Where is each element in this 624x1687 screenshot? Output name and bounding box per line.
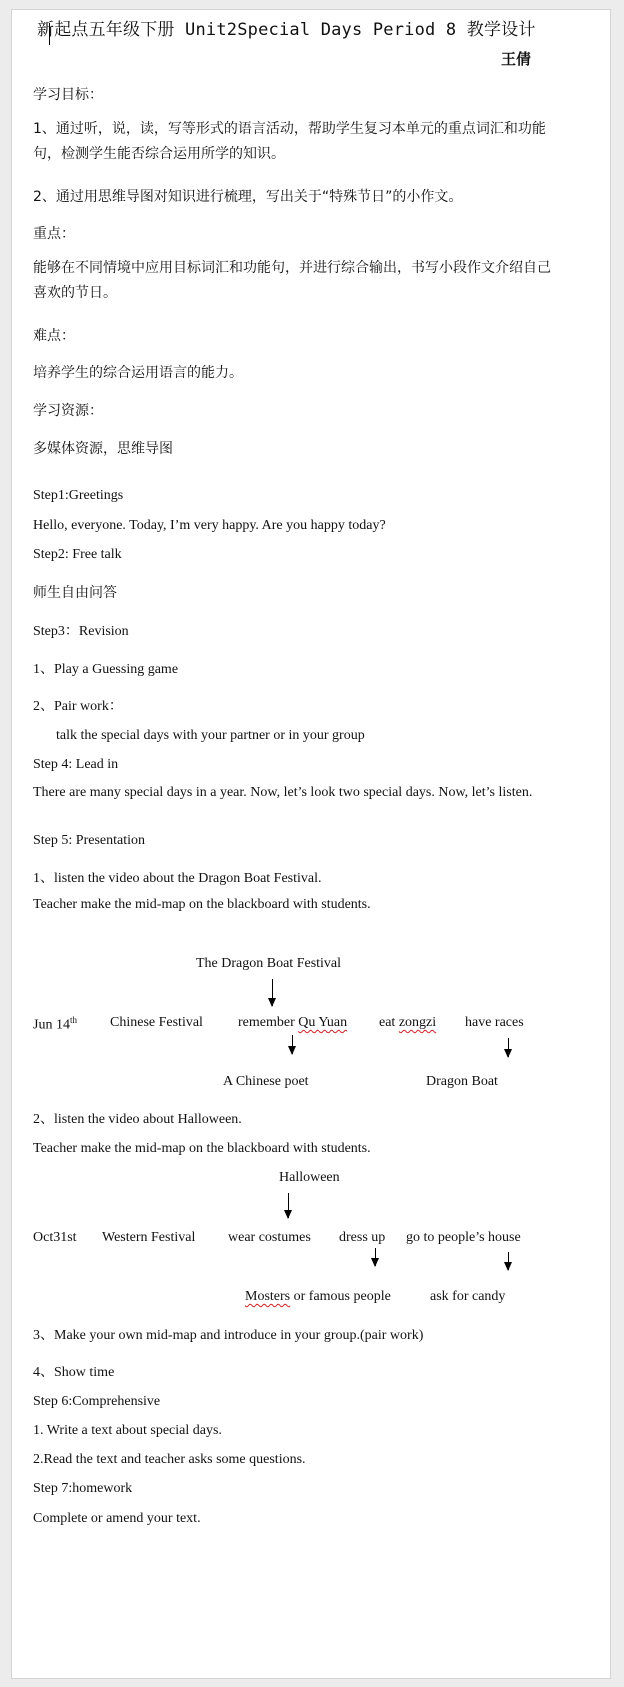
step5-item-2-note: Teacher make the mid-map on the blackboard with students. [33,1141,371,1156]
step6-item-1: 1. Write a text about special days. [33,1423,222,1438]
map-dragon-node-remember: remember Qu Yuan [238,1015,348,1030]
map-dragon-date: Jun 14th [33,1015,77,1033]
step1-title: Step1:Greetings [33,488,124,503]
step1-text: Hello, everyone. Today, I’m very happy. Are you happy today? [33,518,386,533]
step7-title: Step 7:homework [33,1481,133,1496]
step2-title: Step2: Free talk [33,547,122,562]
step2-text: 师生自由问答 [33,585,117,601]
arrow-down-icon [292,1035,293,1054]
objective-item-1: 1、通过听，说，读，写等形式的语言活动，帮助学生复习本单元的重点词汇和功能句，检测学生能否综合运用所学的知识。 [33,121,546,162]
arrow-down-icon [508,1252,509,1270]
key-points-label: 重点： [33,226,75,242]
map-halloween-date: Oct31st [33,1230,77,1245]
step4-title: Step 4: Lead in [33,757,119,772]
difficulties-text: 培养学生的综合运用语言的能力。 [33,365,243,381]
arrow-down-icon [508,1038,509,1057]
step5-item-4: 4、Show time [33,1365,115,1380]
step3-item-1: 1、Play a Guessing game [33,662,179,677]
step5-title: Step 5: Presentation [33,833,145,848]
map-halloween-category: Western Festival [102,1230,196,1245]
objective-item-2: 2、通过用思维导图对知识进行梳理，写出关于“特殊节日”的小作文。 [33,189,463,205]
step7-text: Complete or amend your text. [33,1511,201,1526]
map-dragon-node-eat: eat zongzi [379,1015,437,1030]
map-dragon-node-races: have races [465,1015,524,1030]
map-dragon-category: Chinese Festival [110,1015,203,1030]
document-title: 新起点五年级下册 Unit2Special Days Period 8 教学设计 [37,20,536,40]
objectives-label: 学习目标： [33,87,103,103]
map-halloween-node-house: go to people’s house [406,1230,521,1245]
step4-text: There are many special days in a year. Now, let’s look two special days. Now, let’s listen. [33,785,533,800]
map-halloween-node-costumes: wear costumes [228,1230,311,1245]
step6-title: Step 6:Comprehensive [33,1394,161,1409]
author-name: 王倩 [501,50,532,68]
resources-label: 学习资源： [33,403,103,419]
document-page [11,9,611,1679]
map-dragon-center: The Dragon Boat Festival [196,956,342,971]
arrow-down-icon [272,979,273,1006]
map-dragon-sub-poet: A Chinese poet [223,1074,309,1089]
map-halloween-node-dress: dress up [339,1230,386,1245]
step5-item-1: 1、listen the video about the Dragon Boat Festival. [33,871,322,886]
step3-item-2: 2、Pair work： [33,699,123,714]
arrow-down-icon [375,1248,376,1266]
map-halloween-center: Halloween [279,1170,340,1185]
map-dragon-sub-boat: Dragon Boat [426,1074,498,1089]
step3-title: Step3：Revision [33,624,129,639]
map-halloween-sub-candy: ask for candy [430,1289,506,1304]
map-halloween-sub-mosters: Mosters or famous people [245,1289,391,1304]
step6-item-2: 2.Read the text and teacher asks some questions. [33,1452,306,1467]
step5-item-2: 2、listen the video about Halloween. [33,1112,242,1127]
step3-item-2-detail: talk the special days with your partner or in your group [56,728,365,743]
step5-item-3: 3、Make your own mid-map and introduce in your group.(pair work) [33,1328,424,1343]
step5-item-1-note: Teacher make the mid-map on the blackboard with students. [33,897,371,912]
key-points-text: 能够在不同情境中应用目标词汇和功能句，并进行综合输出，书写小段作文介绍自己喜欢的节日。 [33,260,551,301]
difficulties-label: 难点： [33,328,75,344]
arrow-down-icon [288,1193,289,1218]
resources-text: 多媒体资源，思维导图 [33,441,173,457]
